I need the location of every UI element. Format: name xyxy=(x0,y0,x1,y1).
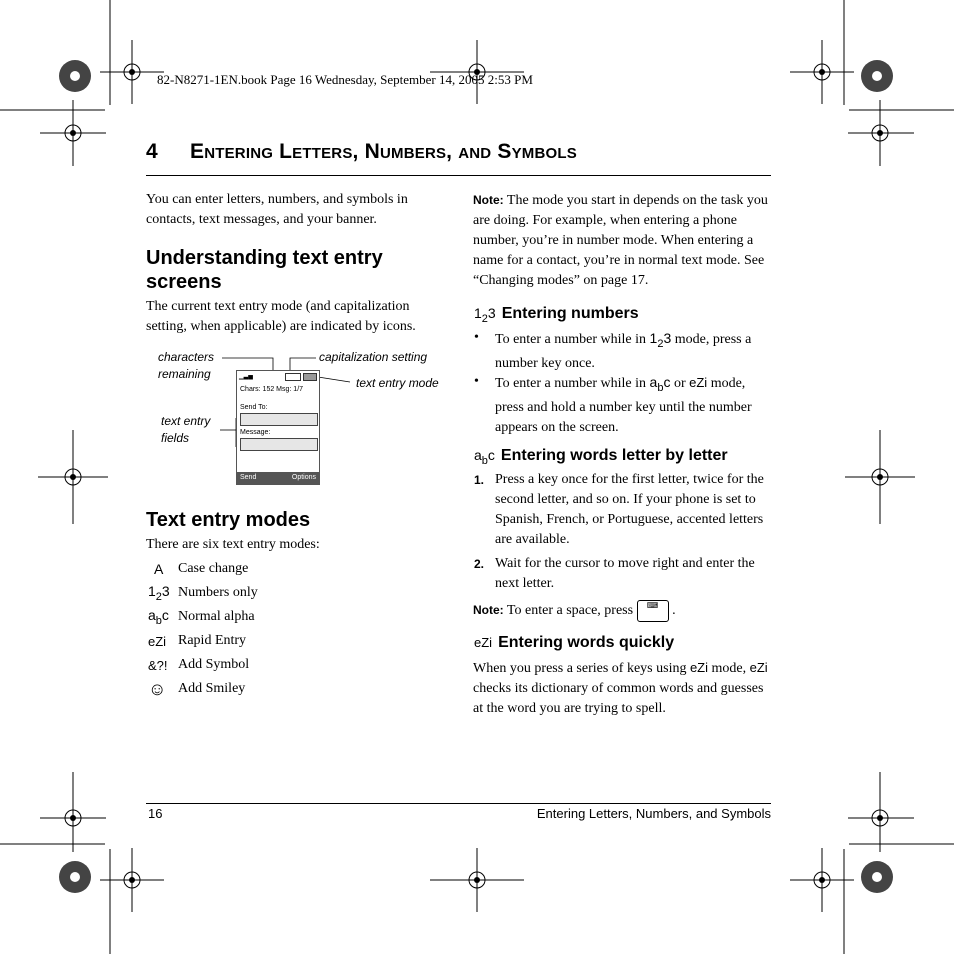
note-mode-start xyxy=(473,190,771,291)
note-text: To enter a space, press xyxy=(506,603,634,619)
note-space: Note: To enter a space, press ⌨ . xyxy=(473,600,676,622)
screen-send-to-field xyxy=(240,413,318,426)
print-header: 82-N8271-1EN.book Page 16 Wednesday, September 14, 2005 2:53 PM xyxy=(157,72,533,87)
mode-label: Numbers only xyxy=(178,585,258,600)
mode-row-case-change xyxy=(148,557,248,581)
screen-softkey-bar xyxy=(237,472,319,484)
step-text: Press a key once for the first letter, twice for the second letter, and so on. If your phone is set to Spanish, French, or Portuguese, accented letters are available. xyxy=(495,472,764,547)
callout-text: characters remaining xyxy=(158,350,215,381)
rapid-entry-icon: eZi xyxy=(689,375,708,390)
screen-chars-line: Chars: 152 Msg: 1/7 xyxy=(240,386,304,393)
bullet-or: or xyxy=(673,376,686,391)
screen-message-label: Message: xyxy=(240,429,271,436)
quickly-paragraph xyxy=(473,658,771,719)
para-text-a: When you press a series of keys using xyxy=(473,661,687,676)
softkey-send: Send xyxy=(240,474,257,481)
section-heading-understanding: Understanding text entry screens xyxy=(146,247,383,293)
numbers-icon: $1_23$ xyxy=(474,305,496,325)
note-label: Note: xyxy=(473,193,504,207)
bullet-text-b: mode, press and hold a number key until the number appears on the screen. xyxy=(495,376,752,435)
heading-text: Entering words letter by letter xyxy=(500,447,728,464)
callout-text-entry-mode: text entry mode xyxy=(356,376,439,390)
section-heading-entering-numbers xyxy=(474,303,639,329)
mode-label: Rapid Entry xyxy=(178,633,247,648)
para-text-c: checks its dictionary of common words and guesses at the word you are trying to spell. xyxy=(473,681,764,716)
note-text: The mode you start in depends on the task you are doing. For example, when entering a phone number, you’re in number mode. When entering a name for a contact, you’re in normal text mode. See “Changing modes” on page 17. xyxy=(473,193,768,288)
bullet-mark: • xyxy=(474,330,479,345)
rapid-entry-icon: eZi xyxy=(749,660,768,675)
chapter-number: 4 xyxy=(146,140,158,163)
mode-label: Add Symbol xyxy=(178,657,250,672)
page-number: 16 xyxy=(148,806,163,821)
numbers-icon: $1_23$ xyxy=(148,583,170,603)
bullet-mark: • xyxy=(474,374,479,389)
bullet-text xyxy=(495,328,771,374)
note-label: Note: xyxy=(473,603,504,618)
bullet-text-a: To enter a number while in xyxy=(495,376,647,391)
mode-label: Add Smiley xyxy=(178,681,246,696)
rapid-entry-icon: eZi xyxy=(689,660,709,675)
numbers-icon: $1_23$ xyxy=(649,330,672,350)
symbol-icon: &?! xyxy=(148,657,168,673)
understanding-paragraph: The current text entry mode (and capitalization setting, when applicable) are indicated by icons. xyxy=(146,299,416,334)
signal-icon: ▁▃▅ xyxy=(239,374,253,380)
heading-text: Entering words quickly xyxy=(498,634,675,651)
normal-alpha-icon: $a_bc$ xyxy=(474,447,495,467)
footer-rule xyxy=(146,803,771,804)
screen-send-to-label: Send To: xyxy=(240,404,268,411)
normal-alpha-icon: $a_bc$ xyxy=(649,374,671,394)
section-heading-modes: Text entry modes xyxy=(146,509,311,531)
space-key-icon: ⌨ xyxy=(637,600,669,622)
phone-screen-illustration xyxy=(236,370,320,485)
rapid-entry-icon: eZi xyxy=(474,635,493,650)
mode-row-normal-alpha xyxy=(148,605,255,629)
mode-row-numbers xyxy=(148,581,258,605)
mode-row-rapid-entry xyxy=(148,629,246,653)
capitalization-icon xyxy=(285,373,301,381)
callout-text: text entry fields xyxy=(161,414,211,445)
chapter-title: Entering Letters, Numbers, and Symbols xyxy=(190,140,577,163)
section-heading-letter-by-letter xyxy=(474,445,728,471)
battery-icon xyxy=(303,373,317,381)
step-number: 1. xyxy=(474,473,485,487)
case-change-icon: A xyxy=(154,561,164,577)
section-heading-quickly xyxy=(474,633,674,653)
mode-label: Normal alpha xyxy=(178,609,255,624)
modes-intro: There are six text entry modes: xyxy=(146,537,320,552)
mode-row-symbol xyxy=(148,653,249,677)
mode-label: Case change xyxy=(178,561,249,576)
bullet-text xyxy=(495,372,771,438)
softkey-options: Options xyxy=(291,474,316,481)
bullet-text-b: mode, press a number key once. xyxy=(495,332,752,371)
bullet-text-a: To enter a number while in xyxy=(495,332,647,347)
callout-capitalization: capitalization setting xyxy=(319,350,428,364)
heading-text: Entering numbers xyxy=(501,305,639,322)
step-number: 2. xyxy=(474,557,485,571)
para-text-b: mode, xyxy=(711,661,747,676)
intro-paragraph: You can enter letters, numbers, and symbols in contacts, text messages, and your banner. xyxy=(146,192,408,227)
screen-message-field xyxy=(240,438,318,451)
rapid-entry-icon: eZi xyxy=(148,633,167,649)
step-text: Wait for the cursor to move right and enter the next letter. xyxy=(495,556,755,591)
normal-alpha-icon: $a_bc$ xyxy=(148,607,169,627)
mode-row-smiley xyxy=(148,677,245,701)
smiley-icon: ☺ xyxy=(148,678,167,699)
footer-title: Entering Letters, Numbers, and Symbols xyxy=(536,806,771,821)
